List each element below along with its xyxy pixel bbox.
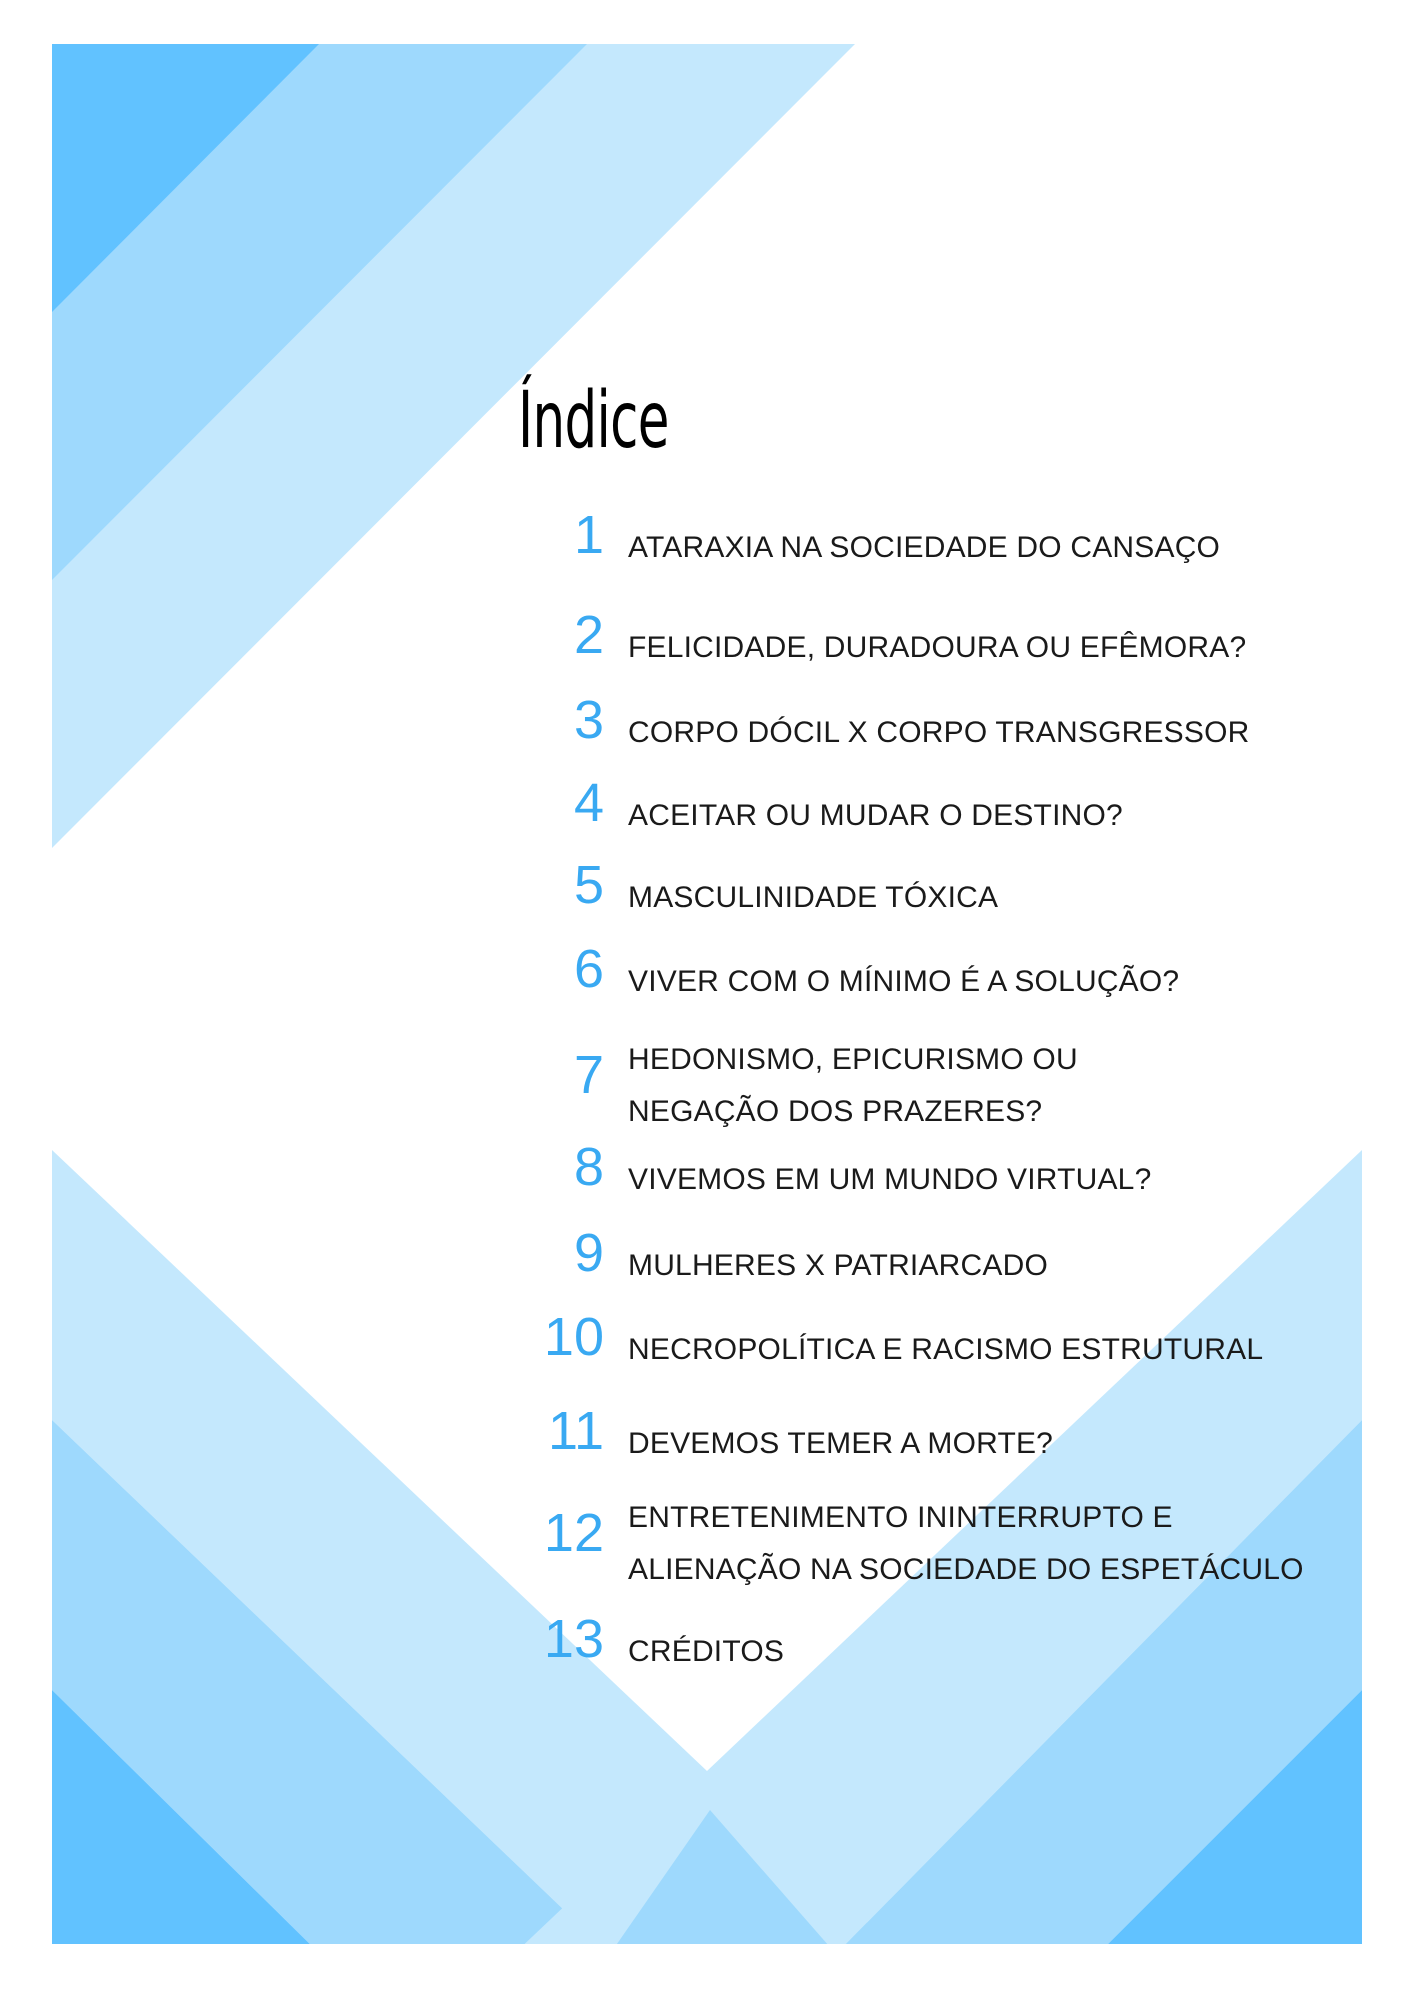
toc-entry-label-line: ENTRETENIMENTO ININTERRUPTO E: [628, 1501, 1173, 1534]
toc-entry-number: 3: [573, 690, 604, 750]
toc-entry-label-line: VIVER COM O MÍNIMO É A SOLUÇÃO?: [628, 965, 1180, 998]
toc-entry-label: [628, 1492, 1348, 1596]
toc-entry-number: 13: [543, 1609, 604, 1669]
toc-entry-number: 5: [573, 855, 604, 915]
toc-entry-number: 1: [573, 505, 604, 565]
toc-entry-number: 10: [543, 1307, 604, 1367]
toc-entry-label: [628, 1324, 1348, 1376]
toc-entry-label: [628, 790, 1348, 842]
toc-entry-label-line: VIVEMOS EM UM MUNDO VIRTUAL?: [628, 1163, 1152, 1196]
toc-entry-number: 6: [573, 939, 604, 999]
toc-entry-number: 4: [573, 773, 604, 833]
toc-entry-label: [628, 622, 1348, 674]
toc-entry-number: 11: [547, 1401, 604, 1461]
toc-entry-label: [628, 1626, 1348, 1678]
toc-entry-label-line: ALIENAÇÃO NA SOCIEDADE DO ESPETÁCULO: [628, 1553, 1304, 1586]
toc-entry-label: [628, 707, 1348, 759]
toc-entry-number: 9: [573, 1223, 604, 1283]
toc-entry-label: [628, 522, 1348, 574]
toc-entry-number: 7: [573, 1045, 604, 1105]
toc-entry-label-line: HEDONISMO, EPICURISMO OU: [628, 1043, 1078, 1076]
toc-entry-label: [628, 1240, 1348, 1292]
toc-entry-label: [628, 872, 1348, 924]
toc-entry-label-line: FELICIDADE, DURADOURA OU EFÊMORA?: [628, 631, 1247, 664]
toc-entry-label-line: DEVEMOS TEMER A MORTE?: [628, 1427, 1054, 1460]
toc-entry-label: [628, 1034, 1348, 1138]
toc-entry-label-line: MULHERES X PATRIARCADO: [628, 1249, 1049, 1282]
toc-entry-label-line: ACEITAR OU MUDAR O DESTINO?: [628, 799, 1123, 832]
toc-entry-label: [628, 1154, 1348, 1206]
toc-entry-label-line: ATARAXIA NA SOCIEDADE DO CANSAÇO: [628, 531, 1221, 564]
toc-entry-label-line: MASCULINIDADE TÓXICA: [628, 881, 999, 914]
toc-entry-label-line: NEGAÇÃO DOS PRAZERES?: [628, 1095, 1043, 1128]
toc-entry-number: 8: [573, 1137, 604, 1197]
toc-entry-label-line: CRÉDITOS: [628, 1635, 785, 1668]
toc-entry-number: 2: [573, 605, 604, 665]
toc-entry-label-line: CORPO DÓCIL X CORPO TRANSGRESSOR: [628, 716, 1250, 749]
toc-entry-label: [628, 956, 1348, 1008]
toc-entry-number: 12: [543, 1503, 604, 1563]
toc-entry-label-line: NECROPOLÍTICA E RACISMO ESTRUTURAL: [628, 1333, 1264, 1366]
page-title: Índice: [518, 376, 669, 466]
toc-entry-label: [628, 1418, 1348, 1470]
